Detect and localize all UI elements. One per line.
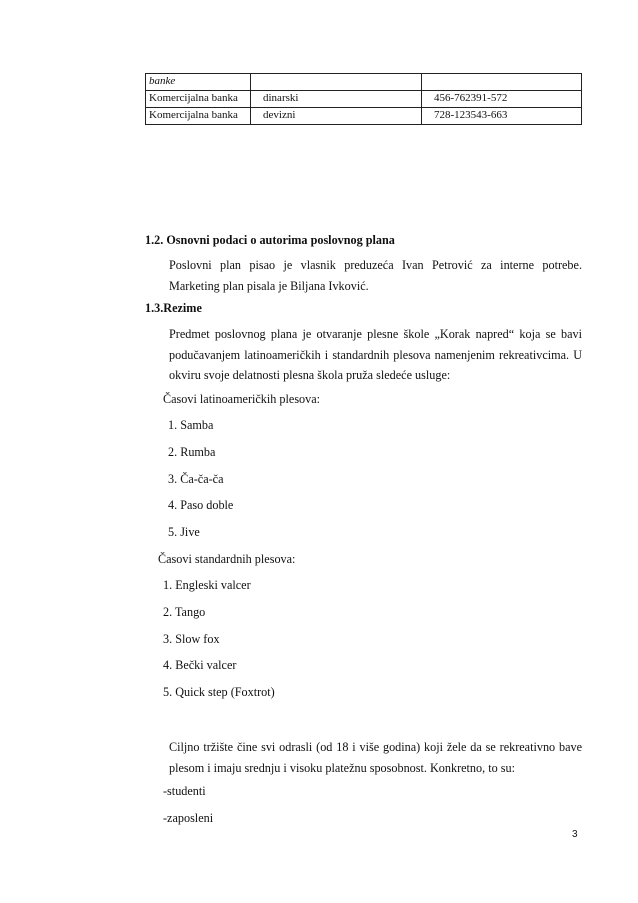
section-heading-1-3: 1.3.Rezime [145,301,202,315]
list-item: 2. Rumba [168,445,216,459]
table-row [146,91,582,108]
page-number: 3 [572,829,578,840]
list-item: 4. Paso doble [168,498,234,512]
list-item: -studenti [163,784,206,798]
table-row [146,108,582,125]
list-item: 2. Tango [163,605,206,619]
list-item: 3. Slow fox [163,632,220,646]
paragraph-authors [145,255,582,296]
section-heading-1-2: 1.2. Osnovni podaci o autorima poslovnog plana [145,233,395,247]
paragraph-text: Poslovni plan pisao je vlasnik preduzeća Ivan Petrović za interne potrebe. Marketing plan pisala je Biljana Ivković. [169,258,582,293]
table-cell [251,74,422,91]
standard-dances-title: Časovi standardnih plesova: [158,552,296,566]
table-cell: Komercijalna banka [146,91,251,108]
paragraph-text: Predmet poslovnog plana je otvaranje plesne škole „Korak napred“ koja se bavi podučavanjem latinoameričkih i standardnih plesova namenjenim rekreativcima. U okviru svoje delatnosti plesna škola pruža sledeće usluge: [169,327,582,382]
list-item: 4. Bečki valcer [163,658,237,672]
list-item: 1. Engleski valcer [163,578,251,592]
list-item: 5. Jive [168,525,200,539]
table-cell: banke [146,74,251,91]
table-cell: 456-762391-572 [422,91,582,108]
list-item: 3. Ča-ča-ča [168,472,224,486]
table-cell: 728-123543-663 [422,108,582,125]
list-item: -zaposleni [163,811,214,825]
list-item: 5. Quick step (Foxtrot) [163,685,275,699]
table-cell: Komercijalna banka [146,108,251,125]
latin-dances-title: Časovi latinoameričkih plesova: [163,392,321,406]
paragraph-summary [145,324,582,386]
table-row [146,74,582,91]
table-cell: dinarski [251,91,422,108]
table-cell [422,74,582,91]
paragraph-text: Ciljno tržište čine svi odrasli (od 18 i više godina) koji žele da se rekreativno bave plesom i imaju srednju i visoku platežnu sposobnost. Konkretno, to su: [169,740,582,775]
paragraph-target-market [145,737,582,778]
list-item: 1. Samba [168,418,214,432]
bank-accounts-table [145,73,582,125]
table-cell: devizni [251,108,422,125]
